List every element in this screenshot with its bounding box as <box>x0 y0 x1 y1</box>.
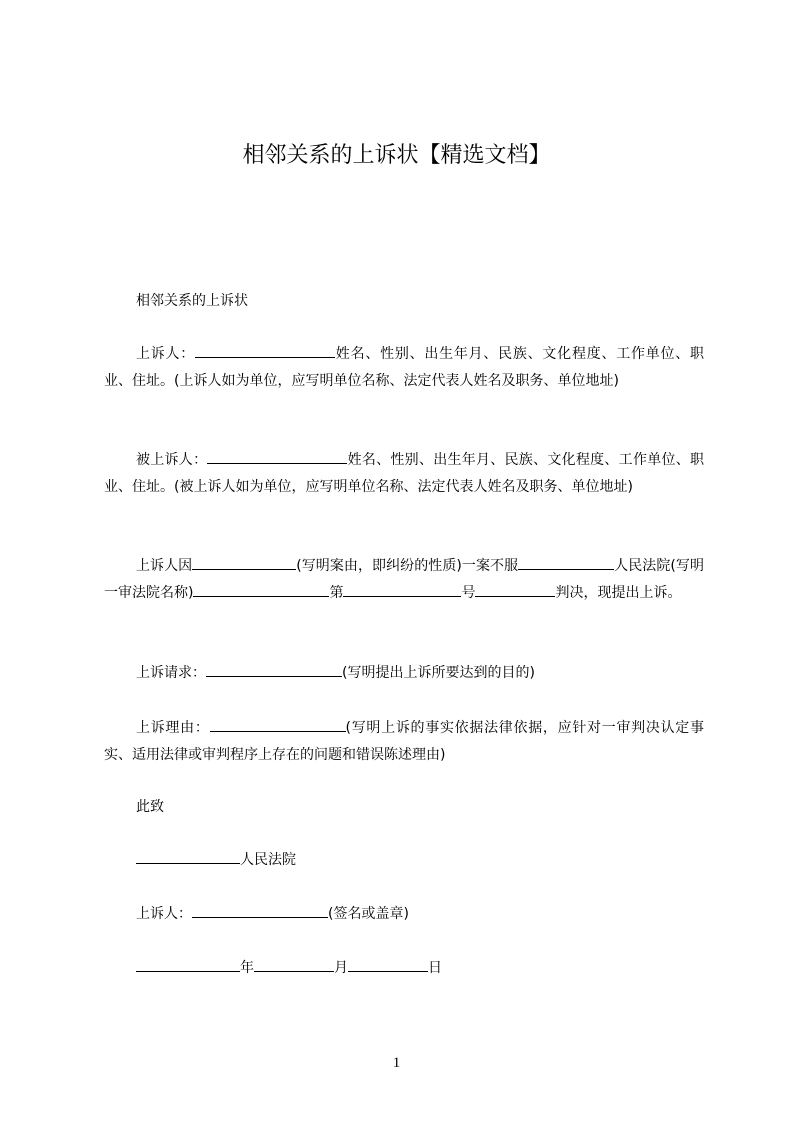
appellee-label: 被上诉人： <box>136 452 208 468</box>
court-line <box>104 847 704 874</box>
request-label: 上诉请求： <box>136 665 206 681</box>
date-year-label: 年 <box>240 960 254 976</box>
appellant-name-blank[interactable] <box>195 345 335 358</box>
date-line <box>104 955 704 982</box>
appellant-paragraph <box>104 341 704 394</box>
addressee-court-blank[interactable] <box>136 851 240 864</box>
judgment-type-blank[interactable] <box>475 584 555 597</box>
reason-blank[interactable] <box>210 719 346 732</box>
signature-line <box>104 901 704 928</box>
cause-part-6: 判决，现提出上诉。 <box>555 584 682 601</box>
first-instance-court-blank[interactable] <box>518 557 614 570</box>
signature-blank[interactable] <box>192 905 328 918</box>
page-title: 相邻关系的上诉状【精选文档】 <box>242 143 551 168</box>
court-suffix: 人民法院 <box>240 852 296 868</box>
reason-paragraph <box>104 715 704 768</box>
cause-part-2: (写明案由，即纠纷的性质)一案不服 <box>296 558 519 574</box>
reason-description: (写明上诉的事实依据法律依据，应针对一审判决认定事实、适用法律或审判程序上存在的问题和错误陈述理由) <box>104 720 704 763</box>
document-subtitle: 相邻关系的上诉状 <box>136 293 248 309</box>
page-number: 1 <box>392 1055 401 1071</box>
case-type-blank[interactable] <box>192 557 296 570</box>
date-day-blank[interactable] <box>348 959 428 972</box>
appellee-description: 姓名、性别、出生年月、民族、文化程度、工作单位、职业、住址。(被上诉人如为单位，应写明单位名称、法定代表人姓名及职务、单位地址) <box>104 452 705 495</box>
cause-part-5: 号 <box>461 584 476 601</box>
date-month-blank[interactable] <box>254 959 334 972</box>
date-month-label: 月 <box>334 960 348 976</box>
date-day-label: 日 <box>428 960 442 976</box>
signature-label: 上诉人： <box>136 906 192 922</box>
date-year-blank[interactable] <box>136 959 240 972</box>
appellee-name-blank[interactable] <box>207 451 347 464</box>
case-number-blank[interactable] <box>343 584 461 597</box>
cause-part-4: 第 <box>329 584 344 601</box>
appellant-description: 姓名、性别、出生年月、民族、文化程度、工作单位、职业、住址。(上诉人如为单位，应写明单位名称、法定代表人姓名及职务、单位地址) <box>104 346 705 389</box>
reason-label: 上诉理由： <box>136 720 210 736</box>
appellant-label: 上诉人： <box>136 346 196 362</box>
request-blank[interactable] <box>206 664 342 677</box>
cause-paragraph <box>104 553 704 606</box>
signature-note: (签名或盖章) <box>328 906 409 922</box>
appellee-paragraph <box>104 447 704 500</box>
cause-part-3: 人民法院(写明一审法院名称) <box>104 558 704 601</box>
cause-part-1: 上诉人因 <box>136 558 193 574</box>
case-year-blank[interactable] <box>193 584 329 597</box>
salutation: 此致 <box>136 799 164 815</box>
request-description: (写明提出上诉所要达到的目的) <box>342 665 535 681</box>
request-paragraph <box>104 660 704 687</box>
